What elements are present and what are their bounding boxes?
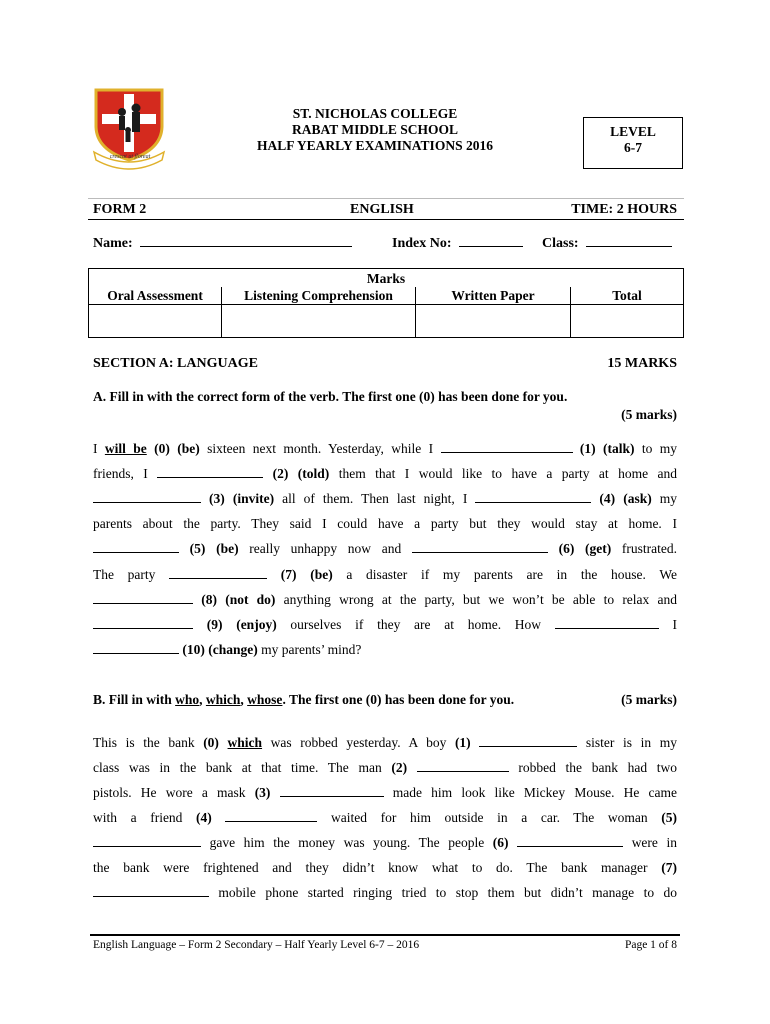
part-a-line-4: parents about the party. They said I could have a party but they would stay at home. I [93,516,677,531]
level-box [583,117,683,169]
part-a-instruction: A. Fill in with the correct form of the verb. The first one (0) has been done for you. [93,389,568,404]
crest-motto: crescat ut floreat [109,154,151,160]
index-field[interactable] [392,235,523,252]
header-title-block [220,106,530,154]
part-b-line-5: gave him the money was young. The people (6) were in [93,834,677,851]
answer-blank-b5[interactable] [93,835,201,847]
table-col-listening [222,287,416,338]
school-subname: RABAT MIDDLE SCHOOL [291,122,459,137]
footer-divider [90,934,680,936]
col-header-oral: Oral Assessment [107,288,203,303]
marks-table [88,268,684,338]
part-a-line-7: (8) (not do) anything wrong at the party, but we won’t be able to relax and [93,591,677,608]
answer-blank-7[interactable] [169,567,267,579]
answer-blank-6[interactable] [412,541,548,553]
col-header-written: Written Paper [451,288,535,303]
answer-blank-b1[interactable] [479,735,577,747]
part-a-line-5: (5) (be) really unhappy now and (6) (get) frustrated. [93,540,677,557]
page-number: Page 1 of 8 [624,939,677,951]
example-answer-b: which [227,735,263,750]
col-header-total: Total [612,288,642,303]
time-label: TIME: 2 HOURS [571,202,677,217]
answer-blank-1[interactable] [441,441,573,453]
table-col-written [416,287,571,338]
answer-blank-10a[interactable] [555,617,659,629]
index-blank[interactable] [459,235,523,247]
part-b-line-2: class was in the bank at that time. The man (2) robbed the bank had two [93,760,677,775]
col-header-listening: Listening Comprehension [244,288,393,303]
name-blank[interactable] [140,235,352,247]
part-b-marks: (5 marks) [621,692,677,707]
part-b-line-7: mobile phone started ringing tried to stop them but didn’t manage to do [93,884,677,901]
answer-blank-9[interactable] [93,617,193,629]
part-b-line-6: the bank were frightened and they didn’t know what to do. The bank manager (7) [93,860,677,875]
part-a-line-6: The party (7) (be) a disaster if my parents are in the house. We [93,567,677,582]
answer-blank-2[interactable] [157,466,263,478]
class-label: Class: [542,236,579,251]
answer-blank-b3[interactable] [280,785,384,797]
form-label: FORM 2 [93,202,147,217]
level-label: LEVEL [610,124,656,139]
level-value: 6-7 [624,140,642,155]
answer-blank-10b[interactable] [93,642,179,654]
part-b-line-1: This is the bank (0) which was robbed yesterday. A boy (1) sister is in my [93,735,677,750]
table-col-oral [89,287,222,338]
subject-label: ENGLISH [350,202,414,217]
part-a-line-3: (3) (invite) all of them. Then last night, I (4) (ask) my [93,490,677,507]
exam-title: HALF YEARLY EXAMINATIONS 2016 [257,138,493,153]
part-a-marks: (5 marks) [621,407,677,422]
name-field[interactable] [93,235,352,252]
part-b-line-3: pistols. He wore a mask (3) made him look like Mickey Mouse. He came [93,785,678,800]
part-b-line-4: with a friend (4) waited for him outside in a car. The woman (5) [93,810,677,825]
class-blank[interactable] [586,235,672,247]
example-answer: will be [104,441,147,456]
part-a-line-9: (10) (change) my parents’ mind? [93,641,677,658]
answer-blank-4[interactable] [475,491,591,503]
answer-blank-b7[interactable] [93,885,209,897]
part-a-line-2: friends, I (2) (told) them that I would like to have a party at home and [93,466,678,481]
school-name: ST. NICHOLAS COLLEGE [292,106,458,121]
class-field[interactable] [542,235,672,252]
answer-blank-b2[interactable] [417,760,509,772]
marks-group-header: Marks [366,271,406,286]
footer-title: English Language – Form 2 Secondary – Half Yearly Level 6-7 – 2016 [93,939,420,951]
section-marks: 15 MARKS [607,356,677,371]
answer-blank-b6[interactable] [517,835,623,847]
part-b-instruction: B. Fill in with who, which, whose. The first one (0) has been done for you. [93,692,515,707]
part-a-line-8: (9) (enjoy) ourselves if they are at home. How I [93,616,677,633]
divider [88,198,684,199]
section-title: SECTION A: LANGUAGE [93,356,258,371]
answer-blank-b4[interactable] [225,810,317,822]
table-col-total [571,287,683,338]
answer-blank-3[interactable] [93,491,201,503]
answer-blank-8[interactable] [93,592,193,604]
divider [88,219,684,220]
name-label: Name: [93,236,133,251]
school-crest-logo [92,86,166,170]
index-label: Index No: [392,236,452,251]
answer-blank-5[interactable] [93,541,179,553]
part-a-line-1: I will be (0) (be) sixteen next month. Yesterday, while I (1) (talk) to my [93,441,678,456]
